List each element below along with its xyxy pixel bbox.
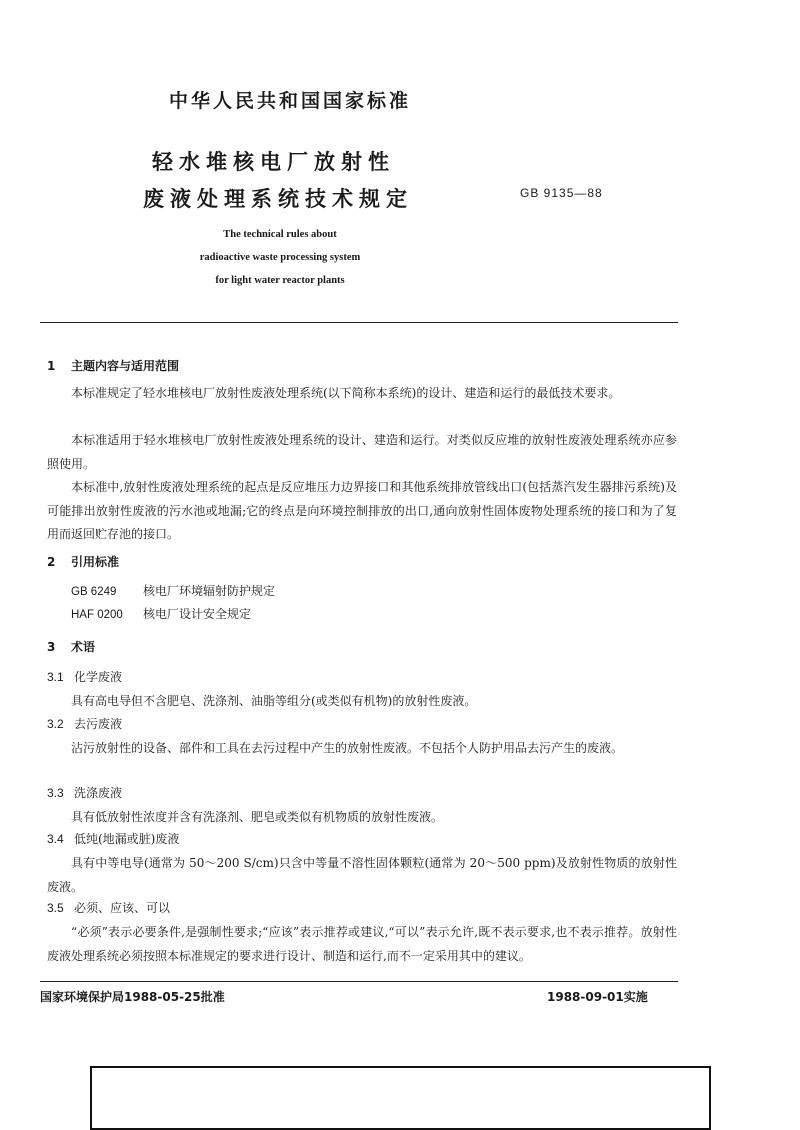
section-title: 主题内容与适用范围: [71, 359, 180, 373]
term-number: 3.4: [47, 832, 64, 846]
english-title-line-3: for light water reactor plants: [215, 275, 345, 286]
term-name: 化学废液: [74, 670, 123, 684]
bottom-frame-box: [90, 1066, 711, 1130]
title-line-1: 轻水堆核电厂放射性: [152, 150, 395, 174]
title-line-2: 废液处理系统技术规定: [143, 187, 413, 211]
reference-name: 核电厂环境辐射防护规定: [143, 584, 276, 598]
term-definition: 沾污放射性的设备、部件和工具在去污过程中产生的放射性废液。不包括个人防护用品去污产生的废液。: [71, 741, 624, 755]
reference-code: GB 6249: [71, 586, 117, 598]
term-definition: “必须”表示必要条件,是强制性要求;“应该”表示推荐或建议,“可以”表示允许,既不表示要求,也不表示推荐。放射性废液处理系统必须按照本标准规定的要求进行设计、制造和运行,而不一定采用其中的建议。: [47, 925, 677, 963]
section-2-heading: [47, 553, 119, 570]
term-number: 3.2: [47, 717, 64, 731]
country-standard-heading: 中华人民共和国国家标准: [168, 90, 411, 112]
section-1-heading: [47, 357, 179, 374]
section-1-paragraph-1: 本标准规定了轻水堆核电厂放射性废液处理系统(以下简称本系统)的设计、建造和运行的最低技术要求。: [71, 386, 621, 400]
term-definition: 具有高电导但不含肥皂、洗涤剂、油脂等组分(或类似有机物)的放射性废液。: [71, 694, 477, 708]
term-heading: [47, 668, 122, 685]
term-definition: 具有低放射性浓度并含有洗涤剂、肥皂或类似有机物质的放射性废液。: [71, 810, 444, 824]
section-title: 引用标准: [71, 555, 120, 569]
term-name: 去污废液: [74, 717, 123, 731]
effective-date: 1988-09-01实施: [547, 990, 648, 1004]
reference-item: [71, 605, 251, 622]
approval-date: 国家环境保护局1988-05-25批准: [40, 990, 225, 1004]
header-divider: [40, 322, 678, 323]
term-heading: [47, 830, 179, 847]
term-number: 3.3: [47, 786, 64, 800]
section-number: 2: [47, 555, 56, 569]
reference-name: 核电厂设计安全规定: [143, 607, 252, 621]
section-1-paragraph-2: 本标准适用于轻水堆核电厂放射性废液处理系统的设计、建造和运行。对类似反应堆的放射性废液处理系统亦应参照使用。: [47, 433, 677, 471]
section-number: 3: [47, 640, 56, 654]
english-title-line-1: The technical rules about: [223, 229, 337, 240]
term-heading: [47, 784, 122, 801]
term-name: 洗涤废液: [74, 786, 123, 800]
term-number: 3.1: [47, 670, 64, 684]
standard-code: GB 9135—88: [520, 186, 603, 200]
section-3-heading: [47, 638, 95, 655]
footer-divider: [40, 981, 678, 982]
english-title-line-2: radioactive waste processing system: [199, 252, 361, 263]
term-definition: 具有中等电导(通常为 50～200 S/cm)只含中等量不溶性固体颗粒(通常为 20～500 ppm)及放射性物质的放射性废液。: [47, 856, 677, 894]
reference-item: [71, 582, 275, 599]
term-heading: [47, 899, 170, 916]
section-title: 术语: [71, 640, 96, 654]
section-1-paragraph-3: 本标准中,放射性废液处理系统的起点是反应堆压力边界接口和其他系统排放管线出口(包括蒸汽发生器排污系统)及可能排出放射性废液的污水池或地漏;它的终点是向环境控制排放的出口,通向放射性固体废物处理系统的接口和为了复用而返回贮存池的接口。: [47, 480, 677, 541]
reference-code: HAF 0200: [71, 609, 123, 621]
term-number: 3.5: [47, 901, 64, 915]
section-number: 1: [47, 359, 56, 373]
term-heading: [47, 715, 122, 732]
term-name: 必须、应该、可以: [74, 901, 171, 915]
term-name: 低纯(地漏或脏)废液: [74, 832, 180, 846]
